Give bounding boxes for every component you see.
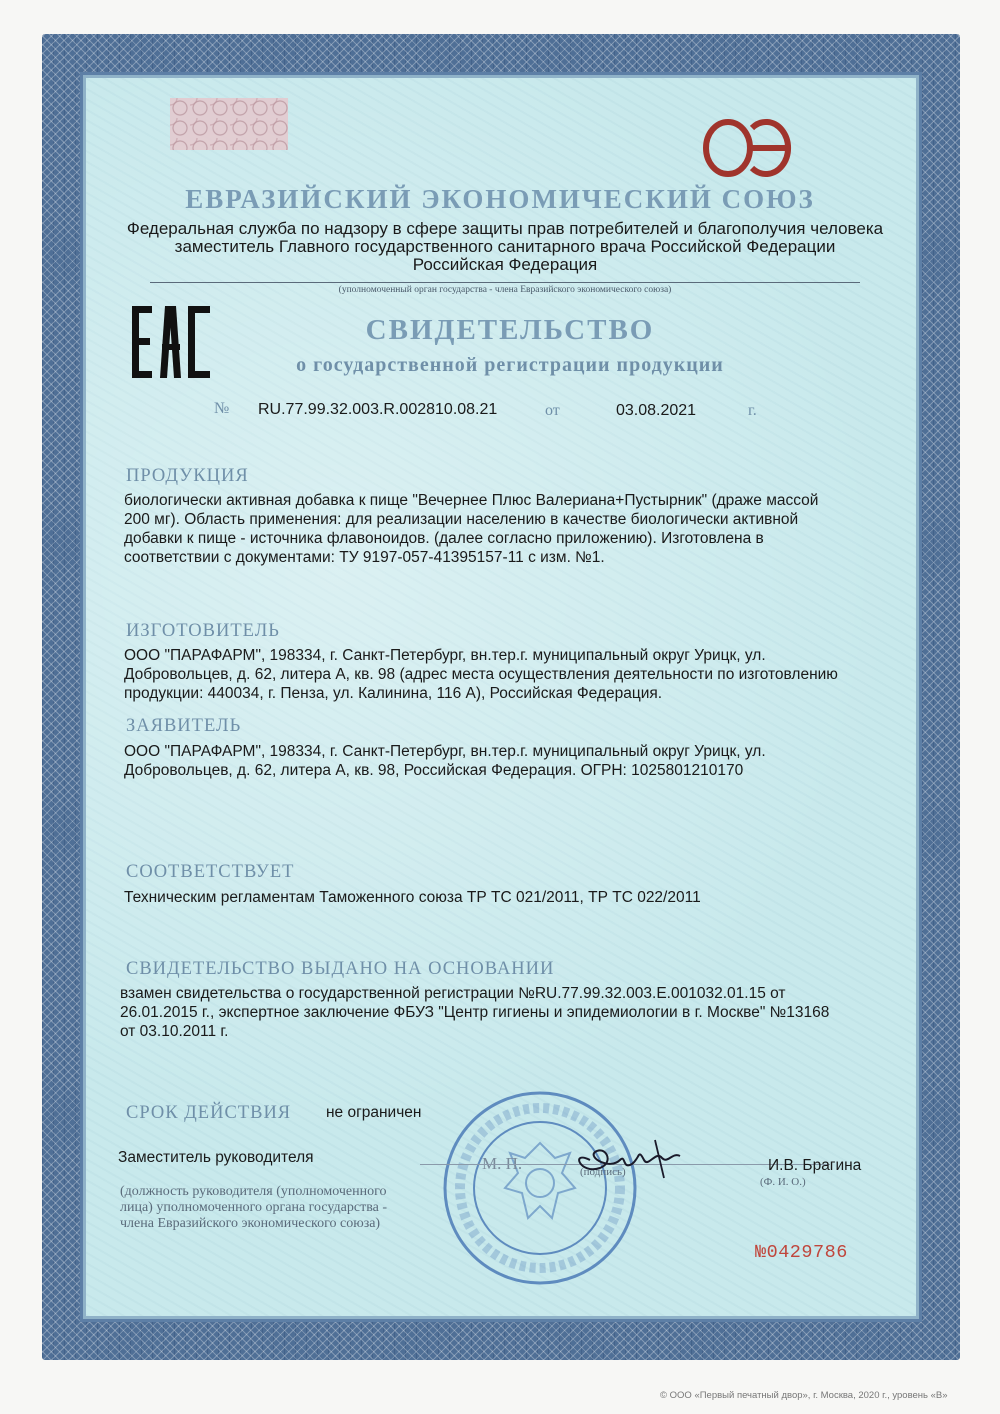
authority-line: Федеральная служба по надзору в сфере защиты прав потребителей и благополучия человека	[126, 219, 884, 238]
text-line: Техническим регламентам Таможенного союза ТР ТС 021/2011, ТР ТС 022/2011	[124, 889, 701, 906]
text-line: 26.01.2015 г., экспертное заключение ФБУЗ "Центр гигиены и эпидемиологии в г. Москве" №13168	[120, 1004, 830, 1021]
text-line: ООО "ПАРАФАРМ", 198334, г. Санкт-Петербург, вн.тер.г. муниципальный округ Урицк, ул.	[124, 647, 766, 664]
text-line: Добровольцев, д. 62, литера А, кв. 98 (адрес места осуществления деятельности по изготовлению	[124, 666, 838, 683]
text-line: Добровольцев, д. 62, литера А, кв. 98, Российская Федерация. ОГРН: 1025801210170	[124, 762, 744, 779]
divider	[150, 282, 860, 283]
seal-place-label: М. П.	[482, 1154, 523, 1173]
union-title: ЕВРАЗИЙСКИЙ ЭКОНОМИЧЕСКИЙ СОЮЗ	[185, 184, 815, 214]
note-line: (должность руководителя (уполномоченного	[120, 1184, 387, 1199]
manufacturer-text	[124, 646, 904, 703]
number-label: №	[214, 400, 230, 417]
security-rosette	[170, 98, 288, 150]
name-note: (Ф. И. О.)	[760, 1176, 806, 1188]
printer-footer: © ООО «Первый печатный двор», г. Москва, 2020 г., уровень «В»	[660, 1390, 948, 1401]
signatory-position: Заместитель руководителя	[118, 1149, 314, 1166]
authority-line: Российская Федерация	[412, 255, 598, 274]
handwritten-signature	[560, 1130, 690, 1190]
certificate-number: RU.77.99.32.003.R.002810.08.21	[258, 401, 498, 418]
position-note	[120, 1184, 480, 1232]
validity-value: не ограничен	[326, 1104, 422, 1121]
section-heading-validity: СРОК ДЕЙСТВИЯ	[126, 1103, 292, 1123]
text-line: 200 мг). Область применения: для реализации населению в качестве биологически активной	[124, 511, 799, 528]
signatory-name: И.В. Брагина	[768, 1157, 862, 1174]
certificate-title: СВИДЕТЕЛЬСТВО	[365, 314, 655, 346]
section-heading-conforms: СООТВЕТСТВУЕТ	[126, 862, 295, 882]
section-heading-applicant: ЗАЯВИТЕЛЬ	[126, 716, 242, 736]
authority-line: заместитель Главного государственного санитарного врача Российской Федерации	[174, 237, 836, 256]
signature-note: (подпись)	[580, 1166, 626, 1178]
section-heading-manufacturer: ИЗГОТОВИТЕЛЬ	[126, 621, 280, 641]
authority-block	[120, 220, 890, 274]
serial-number: №0429786	[755, 1242, 848, 1263]
certificate-date: 03.08.2021	[616, 402, 697, 419]
text-line: взамен свидетельства о государственной регистрации №RU.77.99.32.003.Е.001032.01.15 от	[120, 985, 786, 1002]
text-line: продукции: 440034, г. Пенза, ул. Калинина, 116 А), Российская Федерация.	[124, 685, 663, 702]
certificate-subtitle: о государственной регистрации продукции	[296, 354, 724, 376]
product-text	[124, 491, 894, 567]
text-line: добавки к пище - источника флавоноидов. (далее согласно приложению). Изготовлена в	[124, 530, 764, 547]
basis-text	[120, 984, 900, 1041]
text-line: ООО "ПАРАФАРМ", 198334, г. Санкт-Петербург, вн.тер.г. муниципальный округ Урицк, ул.	[124, 743, 766, 760]
text-line: от 03.10.2011 г.	[120, 1023, 229, 1040]
applicant-text	[124, 742, 904, 780]
year-suffix: г.	[748, 402, 757, 419]
eac-icon	[130, 302, 214, 382]
section-heading-product: ПРОДУКЦИЯ	[126, 466, 249, 486]
date-label: от	[545, 402, 560, 419]
conforms-text	[124, 888, 884, 907]
note-line: лица) уполномоченного органа государства -	[120, 1200, 388, 1215]
text-line: биологически активная добавка к пище "Вечернее Плюс Валериана+Пустырник" (драже массой	[124, 492, 819, 509]
section-heading-basis: СВИДЕТЕЛЬСТВО ВЫДАНО НА ОСНОВАНИИ	[126, 959, 555, 979]
conformity-mark-icon	[700, 114, 792, 182]
note-line: члена Евразийского экономического союза)	[120, 1216, 381, 1231]
authority-note: (уполномоченный орган государства - члена Евразийского экономического союза)	[338, 285, 672, 295]
text-line: соответствии с документами: ТУ 9197-057-41395157-11 с изм. №1.	[124, 549, 605, 566]
